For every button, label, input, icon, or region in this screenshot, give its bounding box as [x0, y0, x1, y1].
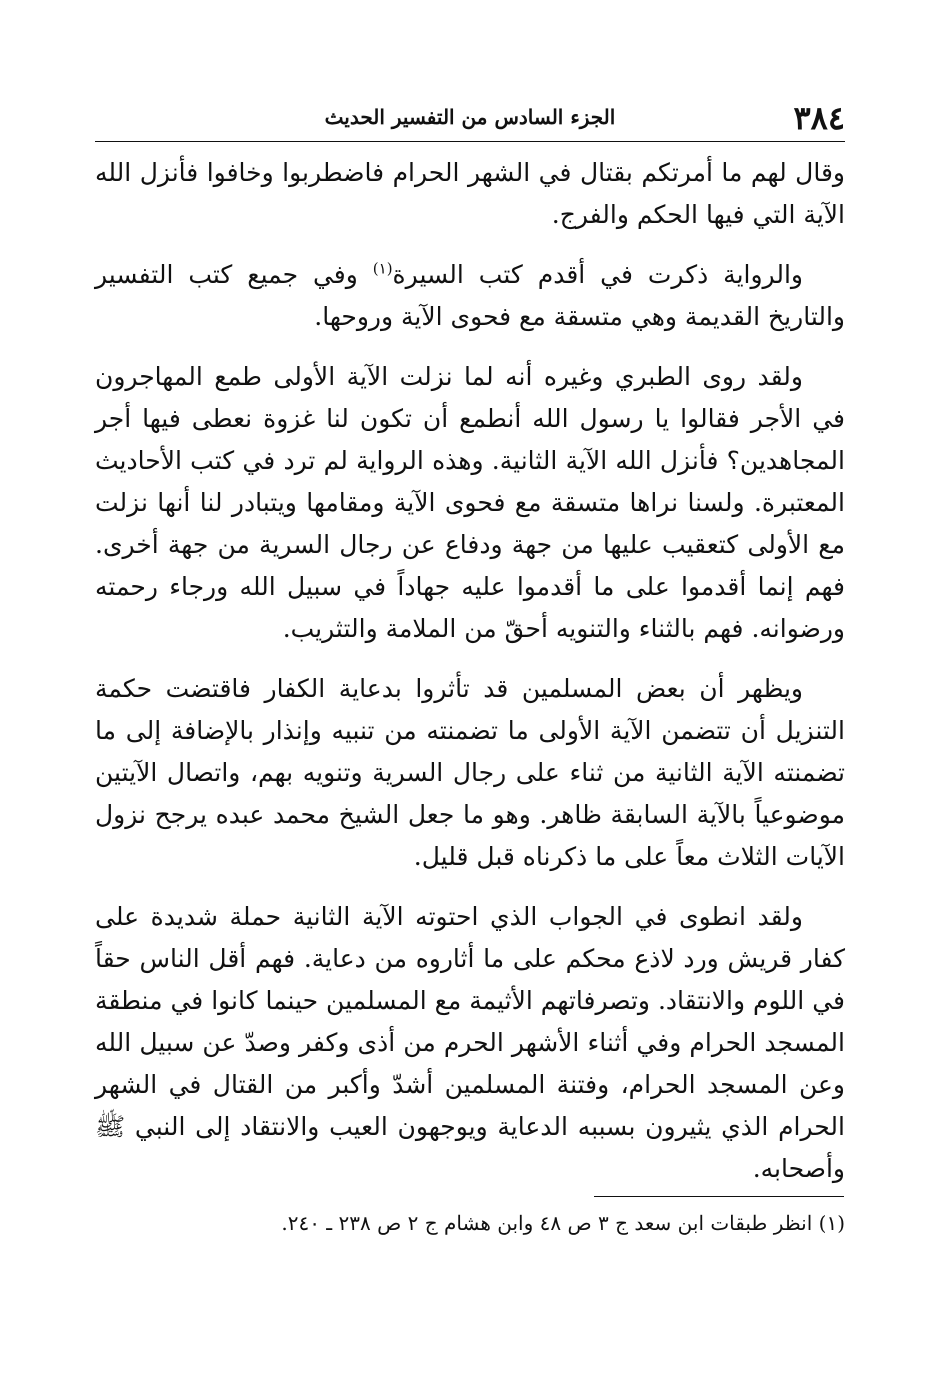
paragraph-4: ويظهر أن بعض المسلمين قد تأثروا بدعاية الكفار فاقتضت حكمة التنزيل أن تتضمن الآية الأولى ما تضمنته من تنبيه وإنذار بالإضافة إلى ما تضمنته الآية الثانية من ثناء على رجال السرية وتنويه بهم، واتصال الآيتين موضوعياً بالآية السابقة ظاهر. وهو ما جعل الشيخ محمد عبده يرجح نزول الآيات الثلاث معاً على ما ذكرناه قبل قليل.	[95, 674, 845, 871]
footnote-marker: (١)	[372, 259, 393, 278]
paragraph-2	[95, 254, 845, 338]
body-text	[95, 152, 845, 1208]
header-rule	[95, 141, 845, 142]
page-header	[95, 98, 845, 142]
paragraph-2-text-after: وفي جميع كتب التفسير والتاريخ القديمة وهي متسقة مع فحوى الآية وروحها.	[95, 260, 845, 331]
page-number: ٣٨٤	[793, 99, 845, 137]
paragraph-5: ولقد انطوى في الجواب الذي احتوته الآية الثانية حملة شديدة على كفار قريش ورد لاذع محكم على ما أثاروه من دعاية. فهم أقل الناس حقاً في اللوم والانتقاد. وتصرفاتهم الأثيمة مع المسلمين حينما كانوا في منطقة المسجد الحرام وفي أثناء الأشهر الحرم من أذى وكفر وصدّ عن سبيل الله وعن المسجد الحرام، وفتنة المسلمين أشدّ وأكبر من القتال في الشهر الحرام الذي يثيرون بسببه الدعاية ويوجهون العيب والانتقاد إلى النبي ﷺ وأصحابه.	[95, 902, 845, 1183]
paragraph-3: ولقد روى الطبري وغيره أنه لما نزلت الآية الأولى طمع المهاجرون في الأجر فقالوا يا رسول الله أنطمع أن تكون لنا غزوة نعطى فيها أجر المجاهدين؟ فأنزل الله الآية الثانية. وهذه الرواية لم ترد في كتب الأحاديث المعتبرة. ولسنا نراها متسقة مع فحوى الآية ومقامها ويتبادر لنا أنها نزلت مع الأولى كتعقيب عليها من جهة ودفاع عن رجال السرية من جهة أخرى. فهم إنما أقدموا على ما أقدموا عليه جهاداً في سبيل الله ورجاء رحمته ورضوانه. فهم بالثناء والتنويه أحقّ من الملامة والتثريب.	[95, 362, 845, 643]
footnote-rule	[594, 1196, 844, 1197]
running-title: الجزء السادس من التفسير الحديث	[324, 105, 616, 129]
paragraph-1: وقال لهم ما أمرتكم بقتال في الشهر الحرام فاضطربوا وخافوا فأنزل الله الآية التي فيها الحكم والفرج.	[95, 158, 845, 229]
footnote: (١) انظر طبقات ابن سعد ج ٣ ص ٤٨ وابن هشام ج ٢ ص ٢٣٨ ـ ٢٤٠.	[281, 1211, 845, 1235]
paragraph-2-text-before: والرواية ذكرت في أقدم كتب السيرة	[392, 260, 803, 289]
